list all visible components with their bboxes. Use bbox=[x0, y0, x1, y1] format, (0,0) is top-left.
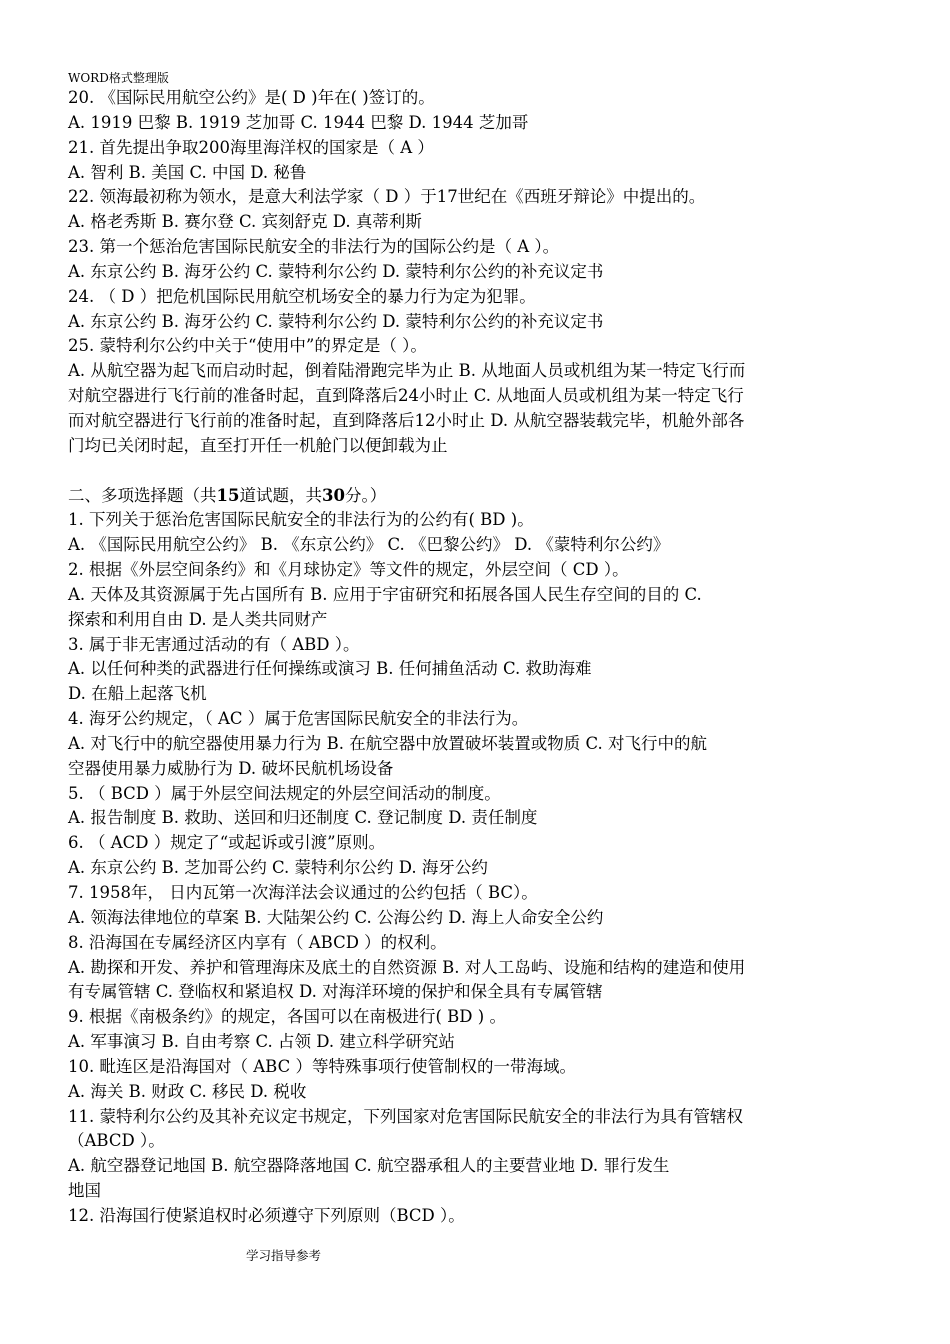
text-line: A. 东京公约 B. 海牙公约 C. 蒙特利尔公约 D. 蒙特利尔公约的补充议定书 bbox=[68, 311, 604, 331]
text-line: 1. 下列关于惩治危害国际民航安全的非法行为的公约有( BD )。 bbox=[68, 510, 534, 530]
document-page bbox=[68, 70, 886, 1229]
text-line: A. 东京公约 B. 海牙公约 C. 蒙特利尔公约 D. 蒙特利尔公约的补充议定书 bbox=[68, 261, 604, 281]
text-line: A. 报告制度 B. 救助、送回和归还制度 C. 登记制度 D. 责任制度 bbox=[68, 808, 538, 828]
blank-line bbox=[68, 459, 886, 484]
text-line: 而对航空器进行飞行前的准备时起，直到降落后12小时止 D. 从航空器装载完毕，机舱外部各 bbox=[68, 410, 745, 430]
text-line: A. 对飞行中的航空器使用暴力行为 B. 在航空器中放置破坏装置或物质 C. 对飞行中的航 bbox=[68, 733, 708, 753]
text-line: 2. 根据《外层空间条约》和《月球协定》等文件的规定，外层空间（ CD ）。 bbox=[68, 560, 629, 580]
text-line: 24. （ D ）把危机国际民用航空机场安全的暴力行为定为犯罪。 bbox=[68, 286, 536, 306]
section-heading-multiple-choice bbox=[68, 484, 886, 509]
text-line: 11. 蒙特利尔公约及其补充议定书规定，下列国家对危害国际民航安全的非法行为具有管辖权 bbox=[68, 1106, 743, 1126]
text-line: A. 1919 巴黎 B. 1919 芝加哥 C. 1944 巴黎 D. 1944 芝加哥 bbox=[68, 112, 529, 132]
total-score: 30 bbox=[321, 485, 345, 505]
text-line: 12. 沿海国行使紧追权时必须遵守下列原则（BCD ）。 bbox=[68, 1205, 465, 1225]
text-line: 对航空器进行飞行前的准备时起，直到降落后24小时止 C. 从地面人员或机组为某一特定飞行 bbox=[68, 386, 744, 406]
multiple-choice-section bbox=[68, 508, 886, 1228]
text-line: 地国 bbox=[68, 1181, 101, 1201]
page-footer: 学习指导参考 bbox=[246, 1248, 322, 1263]
text-line: 门均已关闭时起，直至打开任一机舱门以便卸载为止 bbox=[68, 435, 448, 455]
text-line: 9. 根据《南极条约》的规定，各国可以在南极进行( BD ) 。 bbox=[68, 1007, 506, 1027]
question-count: 15 bbox=[216, 485, 240, 505]
page-header: WORD格式整理版 bbox=[68, 71, 169, 85]
single-choice-section bbox=[68, 86, 886, 459]
text-line: 7. 1958年， 日内瓦第一次海洋法会议通过的公约包括（ BC）。 bbox=[68, 883, 538, 902]
text-line: A. 航空器登记地国 B. 航空器降落地国 C. 航空器承租人的主要营业地 D. 罪行发生 bbox=[68, 1156, 670, 1176]
section-heading-prefix: 二、多项选择题（共 bbox=[68, 485, 217, 505]
text-line: 23. 第一个惩治危害国际民航安全的非法行为的国际公约是（ A ）。 bbox=[68, 237, 560, 257]
text-line: A. 格老秀斯 B. 赛尔登 C. 宾刻舒克 D. 真蒂利斯 bbox=[68, 212, 422, 232]
text-line: A. 《国际民用航空公约》 B. 《东京公约》 C. 《巴黎公约》 D. 《蒙特利尔公约》 bbox=[68, 535, 670, 555]
text-line: 4. 海牙公约规定，（ AC ）属于危害国际民航安全的非法行为。 bbox=[68, 709, 529, 729]
text-line: 22. 领海最初称为领水，是意大利法学家（ D ）于17世纪在《西班牙辩论》中提出的。 bbox=[68, 187, 706, 207]
text-line: 25. 蒙特利尔公约中关于“使用中”的界定是（ ）。 bbox=[68, 336, 427, 356]
text-line: A. 领海法律地位的草案 B. 大陆架公约 C. 公海公约 D. 海上人命安全公约 bbox=[68, 907, 604, 927]
text-line: 10. 毗连区是沿海国对（ ABC ）等特殊事项行使管制权的一带海域。 bbox=[68, 1056, 576, 1076]
text-line: （ABCD ）。 bbox=[68, 1131, 165, 1151]
text-line: A. 以任何种类的武器进行任何操练或演习 B. 任何捕鱼活动 C. 救助海难 bbox=[68, 659, 592, 679]
text-line: A. 海关 B. 财政 C. 移民 D. 税收 bbox=[68, 1081, 307, 1101]
text-line: A. 军事演习 B. 自由考察 C. 占领 D. 建立科学研究站 bbox=[68, 1032, 455, 1052]
text-line: 探索和利用自由 D. 是人类共同财产 bbox=[68, 609, 328, 629]
text-line: 5. （ BCD ）属于外层空间法规定的外层空间活动的制度。 bbox=[68, 783, 501, 803]
text-line: A. 东京公约 B. 芝加哥公约 C. 蒙特利尔公约 D. 海牙公约 bbox=[68, 858, 488, 878]
text-line: 21. 首先提出争取200海里海洋权的国家是（ A ） bbox=[68, 137, 434, 157]
text-line: A. 从航空器为起飞而启动时起，倒着陆滑跑完毕为止 B. 从地面人员或机组为某一特定飞行而 bbox=[68, 361, 746, 381]
text-line: 有专属管辖 C. 登临权和紧追权 D. 对海洋环境的保护和保全具有专属管辖 bbox=[68, 982, 603, 1002]
text-line: 20. 《国际民用航空公约》是( D )年在( )签订的。 bbox=[68, 88, 435, 107]
text-line: 空器使用暴力威胁行为 D. 破坏民航机场设备 bbox=[68, 758, 394, 778]
text-line: A. 智利 B. 美国 C. 中国 D. 秘鲁 bbox=[68, 162, 307, 182]
text-line: D. 在船上起落飞机 bbox=[68, 684, 207, 704]
text-line: 3. 属于非无害通过活动的有（ ABD ）。 bbox=[68, 634, 360, 654]
text-line: 8. 沿海国在专属经济区内享有（ ABCD ）的权利。 bbox=[68, 932, 447, 952]
section-heading-suffix: 分。） bbox=[344, 485, 387, 505]
text-line: 6. （ ACD ）规定了“或起诉或引渡”原则。 bbox=[68, 833, 386, 853]
section-heading-middle: 道试题，共 bbox=[239, 485, 322, 505]
text-line: A. 勘探和开发、养护和管理海床及底土的自然资源 B. 对人工岛屿、设施和结构的建造和使用 bbox=[68, 957, 746, 977]
text-line: A. 天体及其资源属于先占国所有 B. 应用于宇宙研究和拓展各国人民生存空间的目的 C. bbox=[68, 584, 702, 604]
